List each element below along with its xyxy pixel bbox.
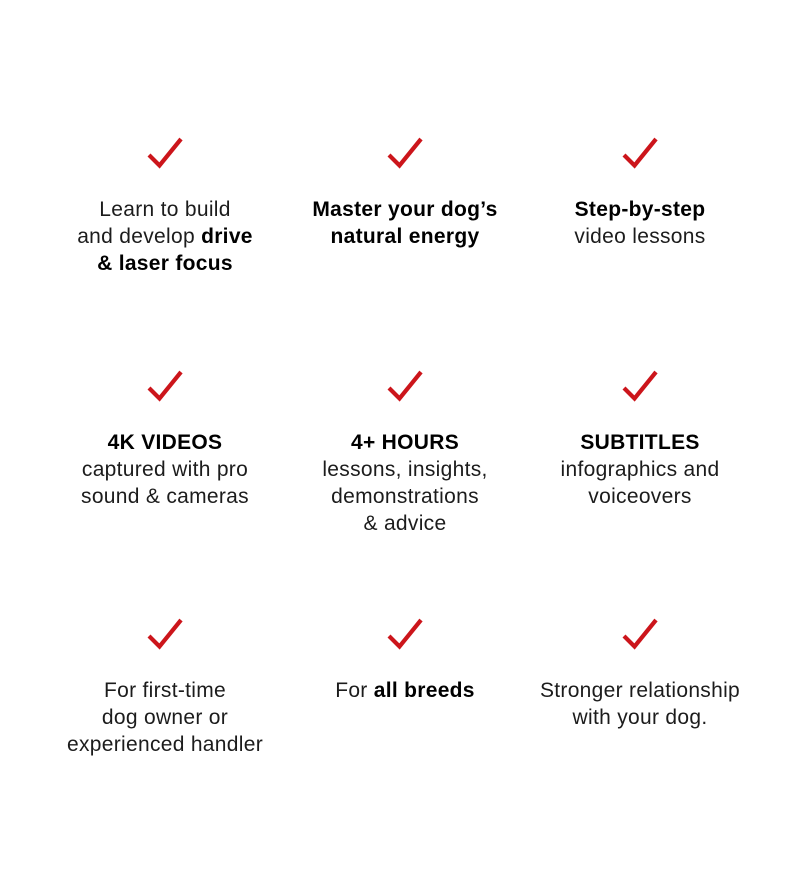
feature-card-subtitles <box>480 368 800 510</box>
feature-text-segment: & laser focus <box>97 252 233 275</box>
feature-line <box>480 704 800 731</box>
feature-text-segment: voiceovers <box>588 485 692 508</box>
feature-text-segment: experienced handler <box>66 733 263 756</box>
feature-line <box>480 223 800 250</box>
feature-card-step-by-step-lessons <box>480 135 800 250</box>
feature-text-segment: demonstrations <box>331 485 479 508</box>
feature-text-segment: video lessons <box>574 225 706 248</box>
feature-text-segment: Step-by-step <box>574 198 706 221</box>
checkmark-icon <box>618 368 662 404</box>
feature-line <box>480 429 800 456</box>
feature-line <box>5 250 325 277</box>
checkmark-icon <box>143 368 187 404</box>
feature-line <box>245 510 565 537</box>
feature-text-segment: 4K VIDEOS <box>107 431 223 454</box>
feature-text-segment: sound & cameras <box>81 485 249 508</box>
feature-text-segment: with your dog. <box>572 706 708 729</box>
feature-line <box>480 677 800 704</box>
checkmark-icon <box>618 135 662 171</box>
feature-line <box>480 456 800 483</box>
feature-text-segment: drive <box>201 225 253 248</box>
checkmark-icon <box>143 135 187 171</box>
feature-text-segment: 4+ HOURS <box>350 431 459 454</box>
feature-text <box>480 677 800 731</box>
feature-text-segment: Master your dog’s <box>312 198 498 221</box>
feature-text-segment: natural energy <box>330 225 480 248</box>
feature-text-segment: infographics and <box>560 458 720 481</box>
checkmark-icon <box>143 616 187 652</box>
feature-text-segment: lessons, insights, <box>322 458 488 481</box>
checkmark-icon <box>383 368 427 404</box>
feature-text-segment: and develop <box>77 225 202 248</box>
feature-text-segment: captured with pro <box>81 458 249 481</box>
feature-line <box>480 483 800 510</box>
feature-line <box>5 704 325 731</box>
feature-text-segment: & advice <box>363 512 447 535</box>
feature-text-segment: For <box>335 679 374 702</box>
feature-line <box>5 731 325 758</box>
feature-card-stronger-relationship <box>480 616 800 731</box>
feature-text-segment: SUBTITLES <box>580 431 700 454</box>
feature-text-segment: Stronger relationship <box>539 679 741 702</box>
feature-line <box>480 196 800 223</box>
checkmark-icon <box>618 616 662 652</box>
feature-text-segment: Learn to build <box>99 198 231 221</box>
feature-text-segment: all breeds <box>373 679 475 702</box>
feature-text-segment: For first-time <box>103 679 227 702</box>
checkmark-icon <box>383 616 427 652</box>
feature-text <box>480 429 800 510</box>
checkmark-icon <box>383 135 427 171</box>
feature-text <box>480 196 800 250</box>
feature-text-segment: dog owner or <box>101 706 229 729</box>
